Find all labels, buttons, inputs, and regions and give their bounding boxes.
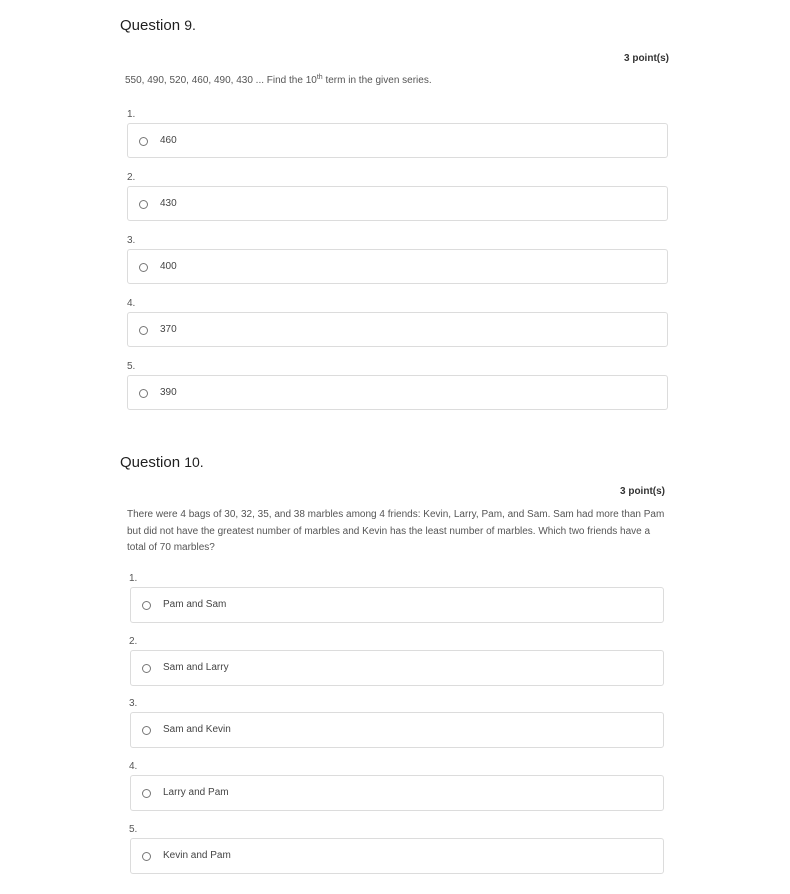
question-10-option-2[interactable] [130, 650, 664, 686]
question-9-option-2-number: 2. [127, 172, 136, 183]
question-9-title-number: 9. [184, 17, 196, 33]
question-10-option-2-number: 2. [129, 636, 138, 647]
question-10-option-3-label: Sam and Kevin [163, 724, 231, 735]
question-10-option-4-label: Larry and Pam [163, 787, 229, 798]
question-9-title [120, 17, 196, 34]
radio-icon[interactable] [142, 726, 151, 735]
question-9-option-4-label: 370 [160, 324, 177, 335]
radio-icon[interactable] [142, 852, 151, 861]
question-9-option-2[interactable] [127, 186, 668, 221]
question-9-title-word: Question [120, 17, 181, 34]
question-9-option-1-number: 1. [127, 109, 136, 120]
question-9-option-4[interactable] [127, 312, 668, 347]
question-10-option-1-number: 1. [129, 573, 138, 584]
question-10-option-1-label: Pam and Sam [163, 599, 227, 610]
question-10-option-5-number: 5. [129, 824, 138, 835]
question-10-option-4-number: 4. [129, 761, 138, 772]
radio-icon[interactable] [139, 326, 148, 335]
question-9-points: 3 point(s) [624, 53, 669, 64]
question-10-points: 3 point(s) [620, 486, 665, 497]
question-9-option-5[interactable] [127, 375, 668, 410]
question-9-option-4-number: 4. [127, 298, 136, 309]
question-10-title [120, 454, 204, 471]
question-10-option-3[interactable] [130, 712, 664, 748]
radio-icon[interactable] [139, 137, 148, 146]
radio-icon[interactable] [139, 200, 148, 209]
question-9-option-2-label: 430 [160, 198, 177, 209]
question-10-option-5[interactable] [130, 838, 664, 874]
question-9-option-3-number: 3. [127, 235, 136, 246]
question-10-title-number: 10. [184, 454, 204, 470]
question-10-text: There were 4 bags of 30, 32, 35, and 38 marbles among 4 friends: Kevin, Larry, Pam, and Sam. Sam had more than Pam but did not have the greatest number of marbles and Kevin has the least number of marbles. Which two friends have a total of 70 marbles? [127, 509, 665, 553]
question-9-option-3[interactable] [127, 249, 668, 284]
radio-icon[interactable] [142, 664, 151, 673]
radio-icon[interactable] [139, 263, 148, 272]
question-9-option-1[interactable] [127, 123, 668, 158]
question-9-text-tail: term in the given series. [322, 75, 432, 86]
question-9-text [125, 73, 685, 90]
question-9-option-3-label: 400 [160, 261, 177, 272]
question-9-text-main: 550, 490, 520, 460, 490, 430 ... Find the 10 [125, 75, 317, 86]
question-10-title-word: Question [120, 454, 181, 471]
question-9-option-5-label: 390 [160, 387, 177, 398]
question-10-option-4[interactable] [130, 775, 664, 811]
question-9-text-sup: th [316, 74, 323, 81]
radio-icon[interactable] [142, 789, 151, 798]
question-10-option-2-label: Sam and Larry [163, 662, 229, 673]
question-9-option-1-label: 460 [160, 135, 177, 146]
question-10-option-1[interactable] [130, 587, 664, 623]
question-10-option-5-label: Kevin and Pam [163, 850, 231, 861]
radio-icon[interactable] [139, 389, 148, 398]
question-9-option-5-number: 5. [127, 361, 136, 372]
radio-icon[interactable] [142, 601, 151, 610]
question-10-option-3-number: 3. [129, 698, 138, 709]
